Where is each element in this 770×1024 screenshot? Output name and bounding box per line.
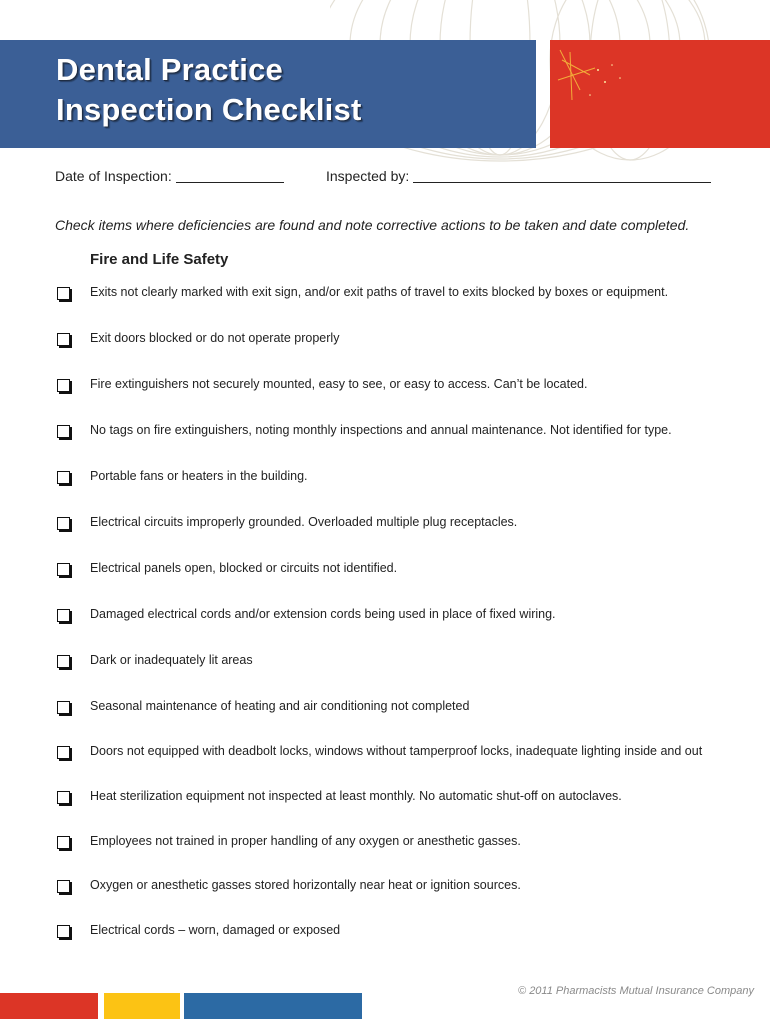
checkbox[interactable] xyxy=(57,655,70,668)
footer-bar-blue xyxy=(184,993,362,1019)
footer-bar-red xyxy=(0,993,98,1019)
checklist-item xyxy=(55,698,755,718)
checkbox[interactable] xyxy=(57,880,70,893)
instructions: Check items where deficiencies are found and note corrective actions to be taken and date completed. xyxy=(55,217,690,233)
checklist-item xyxy=(55,422,755,442)
date-of-inspection-field xyxy=(55,168,284,184)
footer-bar-yellow xyxy=(104,993,180,1019)
copyright-notice: © 2011 Pharmacists Mutual Insurance Company xyxy=(518,985,754,997)
checklist-item xyxy=(55,743,755,763)
inspected-by-field xyxy=(326,168,711,184)
checklist-item-text: Fire extinguishers not securely mounted, easy to see, or easy to access. Can’t be located. xyxy=(90,377,588,391)
inspected-by-label: Inspected by: xyxy=(326,168,410,184)
checklist-item xyxy=(55,560,755,580)
checkbox[interactable] xyxy=(57,425,70,438)
checkbox[interactable] xyxy=(57,609,70,622)
checkbox[interactable] xyxy=(57,471,70,484)
checklist-item-text: Damaged electrical cords and/or extension cords being used in place of fixed wiring. xyxy=(90,607,556,621)
checklist-item-text: Heat sterilization equipment not inspected at least monthly. No automatic shut-off on autoclaves. xyxy=(90,789,622,803)
checklist-item-text: Electrical panels open, blocked or circuits not identified. xyxy=(90,561,398,575)
checklist-item xyxy=(55,468,755,488)
checklist-item-text: Doors not equipped with deadbolt locks, windows without tamperproof locks, inadequate lighting inside and out xyxy=(90,744,703,758)
checkbox[interactable] xyxy=(57,925,70,938)
checkbox[interactable] xyxy=(57,517,70,530)
checklist-item-text: Dark or inadequately lit areas xyxy=(90,653,253,667)
checklist-item-text: Portable fans or heaters in the building. xyxy=(90,469,308,483)
checkbox[interactable] xyxy=(57,836,70,849)
red-accent-block xyxy=(550,40,770,148)
date-input-line[interactable] xyxy=(176,168,284,183)
checkbox[interactable] xyxy=(57,746,70,759)
checkbox[interactable] xyxy=(57,333,70,346)
checklist-item-text: Exit doors blocked or do not operate properly xyxy=(90,331,340,345)
checklist-item xyxy=(55,788,755,808)
checklist-item xyxy=(55,330,755,350)
date-label: Date of Inspection: xyxy=(55,168,172,184)
sparkle-graphic xyxy=(550,40,770,148)
checklist-item-text: Electrical cords – worn, damaged or exposed xyxy=(90,923,341,937)
checkbox[interactable] xyxy=(57,287,70,300)
title-line-2: Inspection Checklist xyxy=(56,92,362,127)
checklist-item-text: Oxygen or anesthetic gasses stored horizontally near heat or ignition sources. xyxy=(90,878,521,892)
title-line-1: Dental Practice xyxy=(56,52,283,87)
inspected-by-input-line[interactable] xyxy=(413,168,711,183)
checklist-item xyxy=(55,833,755,853)
checklist-item xyxy=(55,514,755,534)
checklist-item xyxy=(55,652,755,672)
section-title: Fire and Life Safety xyxy=(90,251,229,268)
page-title xyxy=(56,50,361,130)
checklist-item xyxy=(55,284,755,304)
checklist-item-text: No tags on fire extinguishers, noting monthly inspections and annual maintenance. Not identified for type. xyxy=(90,423,672,437)
checkbox[interactable] xyxy=(57,791,70,804)
checklist-item-text: Electrical circuits improperly grounded. Overloaded multiple plug receptacles. xyxy=(90,515,518,529)
checkbox[interactable] xyxy=(57,563,70,576)
checklist-item xyxy=(55,606,755,626)
checklist-item xyxy=(55,376,755,396)
checklist-item-text: Employees not trained in proper handling of any oxygen or anesthetic gasses. xyxy=(90,834,521,848)
checklist-item xyxy=(55,922,755,942)
checklist-item-text: Seasonal maintenance of heating and air conditioning not completed xyxy=(90,699,470,713)
checkbox[interactable] xyxy=(57,701,70,714)
checklist-item xyxy=(55,877,755,897)
checkbox[interactable] xyxy=(57,379,70,392)
checklist-item-text: Exits not clearly marked with exit sign, and/or exit paths of travel to exits blocked by boxes or equipment. xyxy=(90,285,669,299)
